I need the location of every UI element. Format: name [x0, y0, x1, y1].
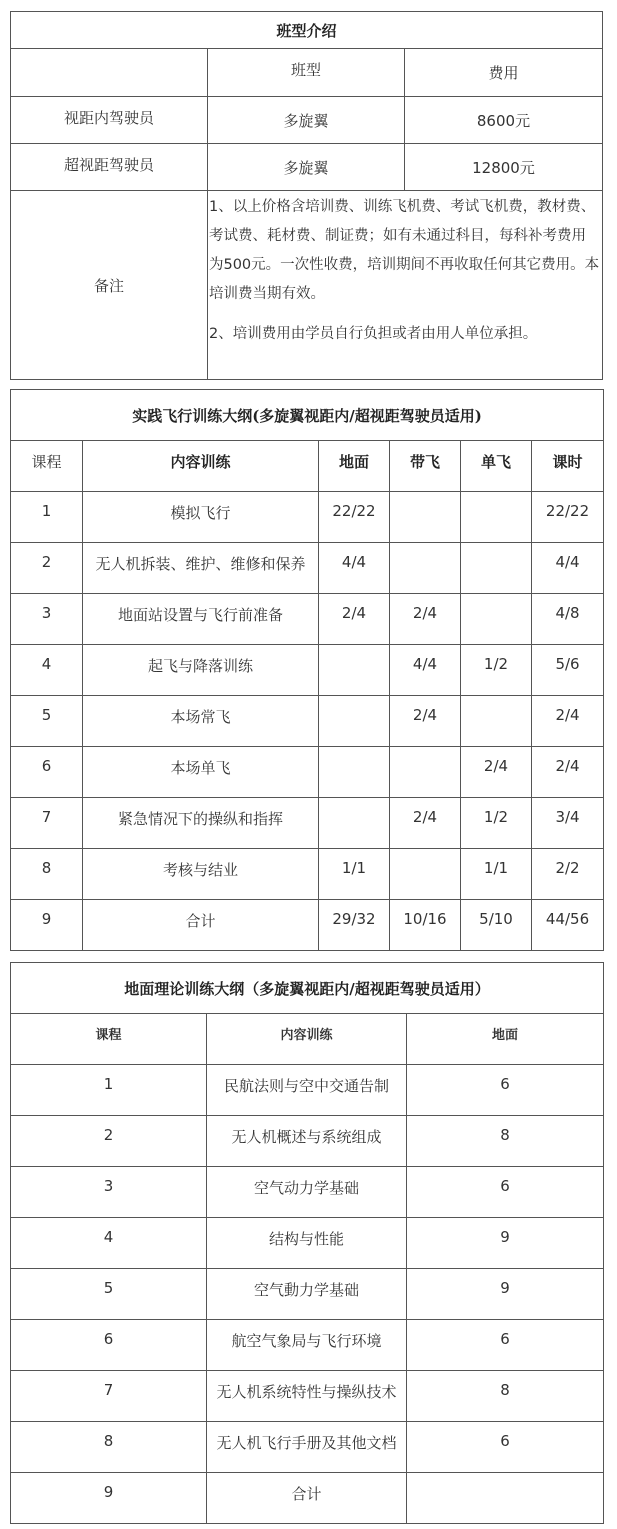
table-cell: 8	[11, 1422, 207, 1473]
table-cell	[319, 747, 390, 798]
table-cell	[390, 543, 461, 594]
remark-paragraph-1: 1、以上价格含培训费、训练飞机费、考试飞机费，教材费、考试费、耗材费、制证费；如有未通过科目，每科补考费用为500元。一次性收费，培训期间不再收取任何其它费用。本培训费当期有效。	[208, 199, 600, 302]
table-cell	[319, 798, 390, 849]
header-cell: 费用	[404, 49, 602, 97]
table-row	[11, 696, 604, 747]
table-cell: 2/4	[390, 798, 461, 849]
remark-label: 备注	[11, 191, 208, 380]
table-cell	[461, 696, 532, 747]
table-cell: 22/22	[532, 492, 604, 543]
table-cell: 结构与性能	[207, 1218, 407, 1269]
table-cell: 22/22	[319, 492, 390, 543]
table-cell: 紧急情况下的操纵和指挥	[83, 798, 319, 849]
table-cell: 2/4	[390, 594, 461, 645]
table-cell: 6	[11, 747, 83, 798]
header-cell: 内容训练	[83, 441, 319, 492]
table-cell	[461, 543, 532, 594]
table-cell: 10/16	[390, 900, 461, 951]
table-row	[11, 1116, 604, 1167]
table-cell: 起飞与降落训练	[83, 645, 319, 696]
header-cell: 地面	[407, 1014, 604, 1065]
table-row	[11, 144, 603, 191]
table-cell: 空气動力学基础	[207, 1269, 407, 1320]
table-cell: 2/4	[390, 696, 461, 747]
table-cell: 合计	[83, 900, 319, 951]
table-row	[11, 900, 604, 951]
remark-content	[207, 191, 602, 380]
header-cell: 课时	[532, 441, 604, 492]
class-name-cell: 超视距驾驶员	[11, 144, 208, 191]
flight-outline-table	[10, 389, 604, 951]
class-intro-title-row	[11, 12, 603, 49]
table-cell: 4/4	[390, 645, 461, 696]
table-cell: 9	[407, 1218, 604, 1269]
table-row	[11, 747, 604, 798]
table-cell: 6	[407, 1167, 604, 1218]
table-cell: 1/2	[461, 645, 532, 696]
table-cell: 民航法则与空中交通告制	[207, 1065, 407, 1116]
class-type-cell: 多旋翼	[207, 144, 404, 191]
table-cell: 本场常飞	[83, 696, 319, 747]
table-cell: 1/2	[461, 798, 532, 849]
table-cell: 本场单飞	[83, 747, 319, 798]
table-cell: 29/32	[319, 900, 390, 951]
table-cell: 空气动力学基础	[207, 1167, 407, 1218]
remark-paragraph-2: 2、培训费用由学员自行负担或者由用人单位承担。	[208, 326, 538, 342]
table-cell: 8	[407, 1371, 604, 1422]
table-cell	[461, 492, 532, 543]
theory-outline-title-row	[11, 963, 604, 1014]
table-row	[11, 1422, 604, 1473]
table-cell: 2	[11, 1116, 207, 1167]
table-cell: 5/10	[461, 900, 532, 951]
header-cell: 地面	[319, 441, 390, 492]
table-cell	[407, 1473, 604, 1524]
remark-row	[11, 191, 603, 380]
table-row	[11, 492, 604, 543]
class-intro-table	[10, 11, 603, 380]
table-cell: 无人机系统特性与操纵技术	[207, 1371, 407, 1422]
table-row	[11, 1320, 604, 1371]
table-cell: 6	[11, 1320, 207, 1371]
table-cell: 1/1	[319, 849, 390, 900]
table-row	[11, 543, 604, 594]
table-cell: 4/8	[532, 594, 604, 645]
table-row	[11, 1167, 604, 1218]
table-cell: 无人机飞行手册及其他文档	[207, 1422, 407, 1473]
table-cell: 5	[11, 696, 83, 747]
table-cell: 7	[11, 798, 83, 849]
table-cell: 3/4	[532, 798, 604, 849]
table-cell: 6	[407, 1422, 604, 1473]
header-cell: 带飞	[390, 441, 461, 492]
table-cell: 4	[11, 645, 83, 696]
table-cell: 9	[11, 900, 83, 951]
table-row	[11, 645, 604, 696]
flight-outline-body	[11, 492, 604, 951]
table-cell: 2/4	[532, 696, 604, 747]
table-cell: 6	[407, 1065, 604, 1116]
class-fee-cell: 8600元	[404, 97, 602, 144]
table-cell: 无人机拆装、维护、维修和保养	[83, 543, 319, 594]
table-cell	[319, 645, 390, 696]
table-cell: 合计	[207, 1473, 407, 1524]
table-cell: 2/4	[532, 747, 604, 798]
table-cell	[461, 594, 532, 645]
flight-outline-header-row	[11, 441, 604, 492]
class-intro-title: 班型介绍	[11, 12, 603, 49]
table-cell	[390, 492, 461, 543]
table-cell	[390, 849, 461, 900]
table-cell: 考核与结业	[83, 849, 319, 900]
table-cell: 2/2	[532, 849, 604, 900]
table-cell: 2/4	[319, 594, 390, 645]
table-cell: 9	[407, 1269, 604, 1320]
table-cell: 地面站设置与飞行前准备	[83, 594, 319, 645]
theory-outline-title: 地面理论训练大纲（多旋翼视距内/超视距驾驶员适用）	[11, 963, 604, 1014]
table-cell: 44/56	[532, 900, 604, 951]
table-cell: 8	[407, 1116, 604, 1167]
flight-outline-title: 实践飞行训练大纲(多旋翼视距内/超视距驾驶员适用)	[11, 390, 604, 441]
table-row	[11, 594, 604, 645]
header-cell	[11, 49, 208, 97]
table-cell: 模拟飞行	[83, 492, 319, 543]
class-type-cell: 多旋翼	[207, 97, 404, 144]
table-cell: 4/4	[532, 543, 604, 594]
theory-outline-header-row	[11, 1014, 604, 1065]
header-cell: 课程	[11, 441, 83, 492]
class-fee-cell: 12800元	[404, 144, 602, 191]
flight-outline-title-row	[11, 390, 604, 441]
table-cell: 1/1	[461, 849, 532, 900]
table-row	[11, 1473, 604, 1524]
class-name-cell: 视距内驾驶员	[11, 97, 208, 144]
table-row	[11, 1371, 604, 1422]
table-row	[11, 1065, 604, 1116]
table-cell: 8	[11, 849, 83, 900]
table-row	[11, 849, 604, 900]
table-cell: 6	[407, 1320, 604, 1371]
table-row	[11, 1218, 604, 1269]
table-cell	[390, 747, 461, 798]
table-cell: 1	[11, 492, 83, 543]
table-cell: 5/6	[532, 645, 604, 696]
table-row	[11, 97, 603, 144]
header-cell: 课程	[11, 1014, 207, 1065]
table-cell: 航空气象局与飞行环境	[207, 1320, 407, 1371]
table-cell: 7	[11, 1371, 207, 1422]
table-cell: 无人机概述与系统组成	[207, 1116, 407, 1167]
header-cell: 单飞	[461, 441, 532, 492]
table-cell: 2/4	[461, 747, 532, 798]
table-row	[11, 1269, 604, 1320]
table-row	[11, 798, 604, 849]
table-cell: 4	[11, 1218, 207, 1269]
table-cell	[319, 696, 390, 747]
table-cell: 3	[11, 594, 83, 645]
header-cell: 班型	[207, 49, 404, 97]
table-cell: 5	[11, 1269, 207, 1320]
table-cell: 3	[11, 1167, 207, 1218]
theory-outline-table	[10, 962, 604, 1524]
table-cell: 1	[11, 1065, 207, 1116]
table-cell: 9	[11, 1473, 207, 1524]
header-cell: 内容训练	[207, 1014, 407, 1065]
table-cell: 4/4	[319, 543, 390, 594]
class-intro-header-row	[11, 49, 603, 97]
theory-outline-body	[11, 1065, 604, 1524]
table-cell: 2	[11, 543, 83, 594]
